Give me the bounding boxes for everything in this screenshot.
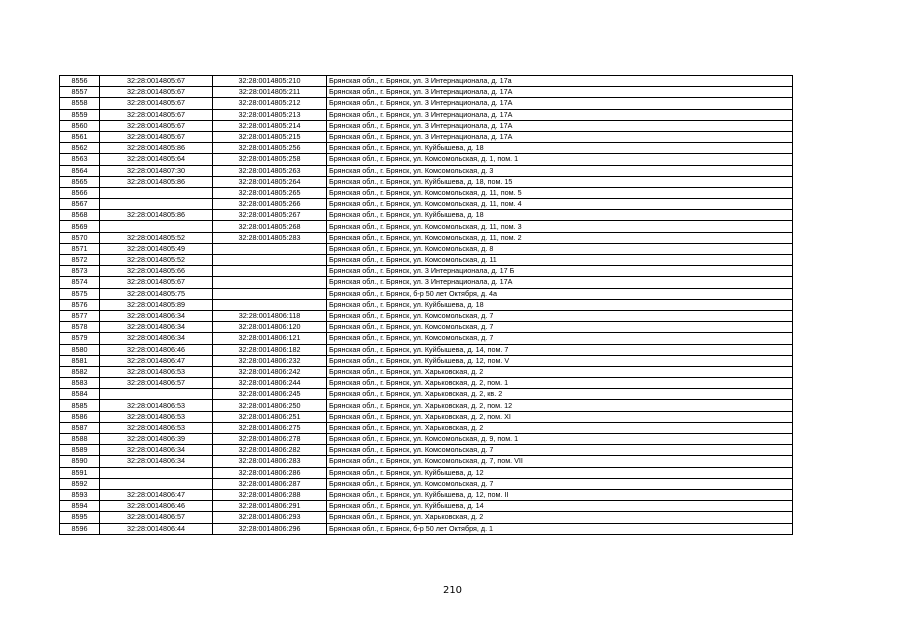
address-cell: Брянская обл., г. Брянск, ул. Комсомольская, д. 3 — [327, 165, 793, 176]
address-cell: Брянская обл., г. Брянск, ул. 3 Интернационала, д. 17А — [327, 277, 793, 288]
table-row — [60, 87, 793, 98]
cadastral-number-cell: 32:28:0014805:263 — [213, 165, 327, 176]
cadastral-number-cell: 32:28:0014806:242 — [213, 366, 327, 377]
table-row — [60, 310, 793, 321]
cadastral-number-cell: 32:28:0014806:296 — [213, 523, 327, 534]
parent-cadastral-number-cell: 32:28:0014805:67 — [100, 131, 213, 142]
address-cell: Брянская обл., г. Брянск, ул. Харьковская, д. 2 — [327, 422, 793, 433]
row-number-cell: 8572 — [60, 255, 100, 266]
table-row — [60, 255, 793, 266]
parent-cadastral-number-cell: 32:28:0014806:46 — [100, 501, 213, 512]
parent-cadastral-number-cell: 32:28:0014805:52 — [100, 255, 213, 266]
property-table — [59, 75, 793, 535]
cadastral-number-cell: 32:28:0014806:287 — [213, 478, 327, 489]
row-number-cell: 8564 — [60, 165, 100, 176]
table-row — [60, 411, 793, 422]
parent-cadastral-number-cell: 32:28:0014805:67 — [100, 109, 213, 120]
address-cell: Брянская обл., г. Брянск, ул. Комсомольская, д. 7 — [327, 322, 793, 333]
row-number-cell: 8588 — [60, 434, 100, 445]
cadastral-number-cell: 32:28:0014805:214 — [213, 120, 327, 131]
table-row — [60, 98, 793, 109]
parent-cadastral-number-cell: 32:28:0014807:30 — [100, 165, 213, 176]
table-row — [60, 131, 793, 142]
row-number-cell: 8585 — [60, 400, 100, 411]
parent-cadastral-number-cell — [100, 478, 213, 489]
cadastral-number-cell: 32:28:0014805:283 — [213, 232, 327, 243]
address-cell: Брянская обл., г. Брянск, ул. Харьковская, д. 2, пом. 1 — [327, 378, 793, 389]
row-number-cell: 8576 — [60, 299, 100, 310]
cadastral-number-cell: 32:28:0014805:258 — [213, 154, 327, 165]
address-cell: Брянская обл., г. Брянск, ул. Комсомольская, д. 11, пом. 3 — [327, 221, 793, 232]
table-row — [60, 512, 793, 523]
cadastral-number-cell: 32:28:0014805:268 — [213, 221, 327, 232]
parent-cadastral-number-cell: 32:28:0014806:47 — [100, 355, 213, 366]
row-number-cell: 8559 — [60, 109, 100, 120]
parent-cadastral-number-cell: 32:28:0014806:34 — [100, 456, 213, 467]
address-cell: Брянская обл., г. Брянск, ул. 3 Интернационала, д. 17А — [327, 120, 793, 131]
row-number-cell: 8562 — [60, 143, 100, 154]
cadastral-number-cell: 32:28:0014805:256 — [213, 143, 327, 154]
parent-cadastral-number-cell: 32:28:0014806:53 — [100, 400, 213, 411]
row-number-cell: 8584 — [60, 389, 100, 400]
table-row — [60, 120, 793, 131]
parent-cadastral-number-cell: 32:28:0014805:67 — [100, 98, 213, 109]
table-row — [60, 422, 793, 433]
parent-cadastral-number-cell: 32:28:0014806:39 — [100, 434, 213, 445]
parent-cadastral-number-cell — [100, 467, 213, 478]
row-number-cell: 8577 — [60, 310, 100, 321]
table-row — [60, 478, 793, 489]
parent-cadastral-number-cell: 32:28:0014805:75 — [100, 288, 213, 299]
table-body — [60, 76, 793, 535]
parent-cadastral-number-cell: 32:28:0014805:52 — [100, 232, 213, 243]
cadastral-number-cell: 32:28:0014805:265 — [213, 187, 327, 198]
address-cell: Брянская обл., г. Брянск, ул. Комсомольская, д. 11 — [327, 255, 793, 266]
parent-cadastral-number-cell — [100, 187, 213, 198]
table-row — [60, 445, 793, 456]
parent-cadastral-number-cell: 32:28:0014806:53 — [100, 366, 213, 377]
cadastral-number-cell: 32:28:0014805:212 — [213, 98, 327, 109]
parent-cadastral-number-cell: 32:28:0014806:46 — [100, 344, 213, 355]
parent-cadastral-number-cell: 32:28:0014806:34 — [100, 310, 213, 321]
address-cell: Брянская обл., г. Брянск, ул. Харьковская, д. 2, кв. 2 — [327, 389, 793, 400]
row-number-cell: 8586 — [60, 411, 100, 422]
table-row — [60, 523, 793, 534]
address-cell: Брянская обл., г. Брянск, ул. Куйбышева, д. 18 — [327, 210, 793, 221]
address-cell: Брянская обл., г. Брянск, ул. Куйбышева, д. 18 — [327, 299, 793, 310]
row-number-cell: 8556 — [60, 76, 100, 87]
parent-cadastral-number-cell: 32:28:0014805:67 — [100, 76, 213, 87]
parent-cadastral-number-cell: 32:28:0014805:64 — [100, 154, 213, 165]
row-number-cell: 8596 — [60, 523, 100, 534]
address-cell: Брянская обл., г. Брянск, ул. 3 Интернационала, д. 17а — [327, 76, 793, 87]
parent-cadastral-number-cell: 32:28:0014805:67 — [100, 87, 213, 98]
table-row — [60, 299, 793, 310]
address-cell: Брянская обл., г. Брянск, ул. Комсомольская, д. 7 — [327, 445, 793, 456]
address-cell: Брянская обл., г. Брянск, ул. Комсомольская, д. 11, пом. 2 — [327, 232, 793, 243]
cadastral-number-cell: 32:28:0014806:120 — [213, 322, 327, 333]
address-cell: Брянская обл., г. Брянск, ул. Харьковская, д. 2 — [327, 512, 793, 523]
parent-cadastral-number-cell — [100, 221, 213, 232]
row-number-cell: 8578 — [60, 322, 100, 333]
parent-cadastral-number-cell: 32:28:0014806:57 — [100, 512, 213, 523]
table-row — [60, 199, 793, 210]
row-number-cell: 8595 — [60, 512, 100, 523]
address-cell: Брянская обл., г. Брянск, б-р 50 лет Октября, д. 4а — [327, 288, 793, 299]
table-row — [60, 165, 793, 176]
address-cell: Брянская обл., г. Брянск, ул. Куйбышева, д. 12, пом. V — [327, 355, 793, 366]
row-number-cell: 8561 — [60, 131, 100, 142]
row-number-cell: 8563 — [60, 154, 100, 165]
row-number-cell: 8574 — [60, 277, 100, 288]
address-cell: Брянская обл., г. Брянск, ул. Куйбышева, д. 14 — [327, 501, 793, 512]
row-number-cell: 8590 — [60, 456, 100, 467]
table-row — [60, 467, 793, 478]
cadastral-number-cell: 32:28:0014806:291 — [213, 501, 327, 512]
row-number-cell: 8594 — [60, 501, 100, 512]
row-number-cell: 8558 — [60, 98, 100, 109]
row-number-cell: 8582 — [60, 366, 100, 377]
parent-cadastral-number-cell: 32:28:0014806:34 — [100, 322, 213, 333]
cadastral-number-cell: 32:28:0014806:244 — [213, 378, 327, 389]
address-cell: Брянская обл., г. Брянск, ул. 3 Интернационала, д. 17А — [327, 109, 793, 120]
parent-cadastral-number-cell: 32:28:0014805:86 — [100, 176, 213, 187]
row-number-cell: 8565 — [60, 176, 100, 187]
cadastral-number-cell: 32:28:0014806:250 — [213, 400, 327, 411]
table-row — [60, 277, 793, 288]
table-row — [60, 288, 793, 299]
table-row — [60, 434, 793, 445]
row-number-cell: 8591 — [60, 467, 100, 478]
page-number: 210 — [442, 585, 463, 596]
table-row — [60, 154, 793, 165]
address-cell: Брянская обл., г. Брянск, ул. Харьковская, д. 2, пом. XI — [327, 411, 793, 422]
table-row — [60, 322, 793, 333]
address-cell: Брянская обл., г. Брянск, ул. Комсомольская, д. 7 — [327, 333, 793, 344]
table-row — [60, 355, 793, 366]
row-number-cell: 8566 — [60, 187, 100, 198]
address-cell: Брянская обл., г. Брянск, ул. Комсомольская, д. 8 — [327, 243, 793, 254]
row-number-cell: 8570 — [60, 232, 100, 243]
table-row — [60, 243, 793, 254]
address-cell: Брянская обл., г. Брянск, б-р 50 лет Октября, д. 1 — [327, 523, 793, 534]
cadastral-number-cell — [213, 299, 327, 310]
address-cell: Брянская обл., г. Брянск, ул. 3 Интернационала, д. 17 Б — [327, 266, 793, 277]
cadastral-number-cell: 32:28:0014806:245 — [213, 389, 327, 400]
table-row — [60, 109, 793, 120]
cadastral-number-cell: 32:28:0014806:293 — [213, 512, 327, 523]
table-row — [60, 232, 793, 243]
cadastral-number-cell: 32:28:0014806:286 — [213, 467, 327, 478]
cadastral-number-cell — [213, 266, 327, 277]
table-row — [60, 456, 793, 467]
table-row — [60, 221, 793, 232]
cadastral-number-cell: 32:28:0014805:264 — [213, 176, 327, 187]
table-row — [60, 187, 793, 198]
row-number-cell: 8568 — [60, 210, 100, 221]
row-number-cell: 8579 — [60, 333, 100, 344]
cadastral-number-cell: 32:28:0014805:210 — [213, 76, 327, 87]
cadastral-number-cell: 32:28:0014806:232 — [213, 355, 327, 366]
table-row — [60, 378, 793, 389]
parent-cadastral-number-cell: 32:28:0014806:47 — [100, 489, 213, 500]
table-row — [60, 176, 793, 187]
cadastral-number-cell: 32:28:0014806:288 — [213, 489, 327, 500]
parent-cadastral-number-cell: 32:28:0014806:34 — [100, 333, 213, 344]
address-cell: Брянская обл., г. Брянск, ул. Харьковская, д. 2 — [327, 366, 793, 377]
table-row — [60, 389, 793, 400]
cadastral-number-cell: 32:28:0014806:118 — [213, 310, 327, 321]
parent-cadastral-number-cell: 32:28:0014805:86 — [100, 210, 213, 221]
cadastral-number-cell: 32:28:0014806:251 — [213, 411, 327, 422]
table-row — [60, 333, 793, 344]
address-cell: Брянская обл., г. Брянск, ул. Куйбышева, д. 12 — [327, 467, 793, 478]
row-number-cell: 8587 — [60, 422, 100, 433]
address-cell: Брянская обл., г. Брянск, ул. Куйбышева, д. 12, пом. II — [327, 489, 793, 500]
parent-cadastral-number-cell: 32:28:0014806:34 — [100, 445, 213, 456]
row-number-cell: 8573 — [60, 266, 100, 277]
parent-cadastral-number-cell: 32:28:0014806:44 — [100, 523, 213, 534]
cadastral-number-cell: 32:28:0014806:182 — [213, 344, 327, 355]
cadastral-number-cell — [213, 243, 327, 254]
cadastral-number-cell: 32:28:0014805:215 — [213, 131, 327, 142]
parent-cadastral-number-cell: 32:28:0014805:67 — [100, 277, 213, 288]
row-number-cell: 8567 — [60, 199, 100, 210]
address-cell: Брянская обл., г. Брянск, ул. Комсомольская, д. 7, пом. VII — [327, 456, 793, 467]
cadastral-number-cell: 32:28:0014805:266 — [213, 199, 327, 210]
row-number-cell: 8581 — [60, 355, 100, 366]
parent-cadastral-number-cell — [100, 389, 213, 400]
address-cell: Брянская обл., г. Брянск, ул. Комсомольская, д. 11, пом. 5 — [327, 187, 793, 198]
cadastral-number-cell: 32:28:0014806:283 — [213, 456, 327, 467]
cadastral-number-cell: 32:28:0014805:213 — [213, 109, 327, 120]
address-cell: Брянская обл., г. Брянск, ул. Куйбышева, д. 14, пом. 7 — [327, 344, 793, 355]
address-cell: Брянская обл., г. Брянск, ул. Комсомольская, д. 7 — [327, 310, 793, 321]
table-row — [60, 344, 793, 355]
table-row — [60, 143, 793, 154]
cadastral-number-cell: 32:28:0014806:282 — [213, 445, 327, 456]
address-cell: Брянская обл., г. Брянск, ул. Куйбышева, д. 18 — [327, 143, 793, 154]
table-row — [60, 76, 793, 87]
row-number-cell: 8589 — [60, 445, 100, 456]
cadastral-number-cell — [213, 288, 327, 299]
table-row — [60, 489, 793, 500]
table-row — [60, 266, 793, 277]
cadastral-number-cell: 32:28:0014805:211 — [213, 87, 327, 98]
row-number-cell: 8583 — [60, 378, 100, 389]
row-number-cell: 8557 — [60, 87, 100, 98]
row-number-cell: 8571 — [60, 243, 100, 254]
table-row — [60, 501, 793, 512]
parent-cadastral-number-cell: 32:28:0014805:67 — [100, 120, 213, 131]
parent-cadastral-number-cell: 32:28:0014806:57 — [100, 378, 213, 389]
cadastral-number-cell: 32:28:0014806:121 — [213, 333, 327, 344]
parent-cadastral-number-cell — [100, 199, 213, 210]
cadastral-number-cell: 32:28:0014806:275 — [213, 422, 327, 433]
cadastral-number-cell: 32:28:0014806:278 — [213, 434, 327, 445]
table-row — [60, 400, 793, 411]
cadastral-number-cell: 32:28:0014805:267 — [213, 210, 327, 221]
address-cell: Брянская обл., г. Брянск, ул. 3 Интернационала, д. 17А — [327, 87, 793, 98]
address-cell: Брянская обл., г. Брянск, ул. Комсомольская, д. 1, пом. 1 — [327, 154, 793, 165]
parent-cadastral-number-cell: 32:28:0014806:53 — [100, 411, 213, 422]
parent-cadastral-number-cell: 32:28:0014805:49 — [100, 243, 213, 254]
address-cell: Брянская обл., г. Брянск, ул. Комсомольская, д. 7 — [327, 478, 793, 489]
parent-cadastral-number-cell: 32:28:0014805:66 — [100, 266, 213, 277]
row-number-cell: 8560 — [60, 120, 100, 131]
cadastral-number-cell — [213, 255, 327, 266]
row-number-cell: 8593 — [60, 489, 100, 500]
table-row — [60, 210, 793, 221]
parent-cadastral-number-cell: 32:28:0014805:86 — [100, 143, 213, 154]
row-number-cell: 8592 — [60, 478, 100, 489]
address-cell: Брянская обл., г. Брянск, ул. 3 Интернационала, д. 17А — [327, 98, 793, 109]
address-cell: Брянская обл., г. Брянск, ул. 3 Интернационала, д. 17А — [327, 131, 793, 142]
parent-cadastral-number-cell: 32:28:0014805:89 — [100, 299, 213, 310]
address-cell: Брянская обл., г. Брянск, ул. Харьковская, д. 2, пом. 12 — [327, 400, 793, 411]
table-row — [60, 366, 793, 377]
parent-cadastral-number-cell: 32:28:0014806:53 — [100, 422, 213, 433]
address-cell: Брянская обл., г. Брянск, ул. Куйбышева, д. 18, пом. 15 — [327, 176, 793, 187]
row-number-cell: 8575 — [60, 288, 100, 299]
address-cell: Брянская обл., г. Брянск, ул. Комсомольская, д. 11, пом. 4 — [327, 199, 793, 210]
address-cell: Брянская обл., г. Брянск, ул. Комсомольская, д. 9, пом. 1 — [327, 434, 793, 445]
row-number-cell: 8569 — [60, 221, 100, 232]
row-number-cell: 8580 — [60, 344, 100, 355]
cadastral-number-cell — [213, 277, 327, 288]
